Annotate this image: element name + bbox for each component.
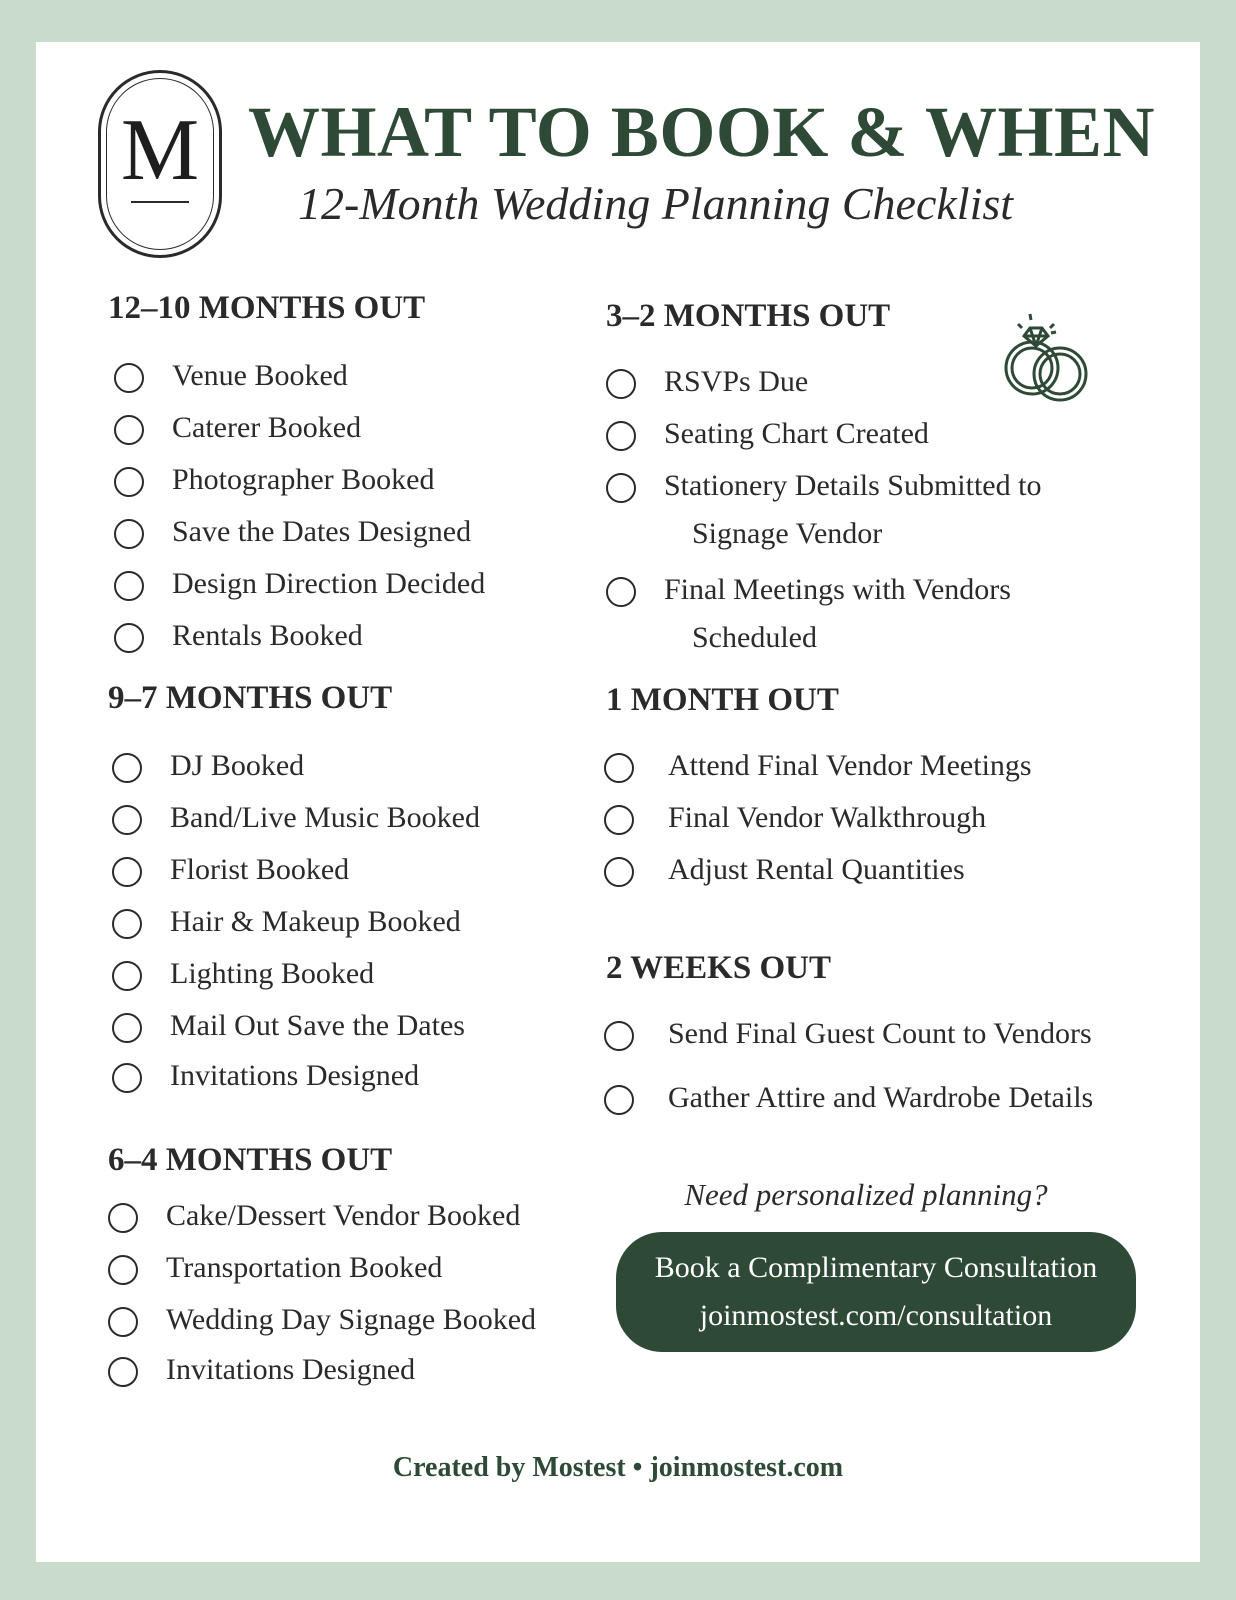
checklist-item[interactable]: Caterer Booked [114, 410, 361, 452]
cta-question: Need personalized planning? [684, 1177, 1048, 1212]
section-title-12-10-months: 12–10 MONTHS OUT [108, 290, 426, 326]
checkbox-circle[interactable] [114, 519, 144, 549]
checkbox-circle[interactable] [604, 753, 634, 783]
checklist-item[interactable]: Final Meetings with Vendors [606, 572, 1011, 614]
checkbox-circle[interactable] [112, 857, 142, 887]
checkbox-circle[interactable] [114, 363, 144, 393]
checkbox-circle[interactable] [112, 1063, 142, 1093]
checkbox-circle[interactable] [604, 1021, 634, 1051]
checkbox-circle[interactable] [112, 805, 142, 835]
section-title-3-2-months: 3–2 MONTHS OUT [606, 298, 891, 334]
checklist-item[interactable]: Attend Final Vendor Meetings [604, 748, 1032, 790]
footer-credit: Created by Mostest • joinmostest.com [392, 1452, 844, 1483]
page-subtitle: 12-Month Wedding Planning Checklist [298, 178, 1014, 229]
checklist-item[interactable]: Stationery Details Submitted to [606, 468, 1041, 510]
checklist-item[interactable]: Send Final Guest Count to Vendors [604, 1016, 1092, 1058]
checkbox-circle[interactable] [606, 421, 636, 451]
checkbox-circle[interactable] [114, 623, 144, 653]
logo-letter: M [120, 102, 200, 199]
checkbox-circle[interactable] [112, 909, 142, 939]
book-consultation-button[interactable] [616, 1232, 1136, 1352]
checklist-item[interactable]: Band/Live Music Booked [112, 800, 480, 842]
checklist-item[interactable]: Design Direction Decided [114, 566, 485, 608]
checkbox-circle[interactable] [114, 467, 144, 497]
checklist-item[interactable]: Lighting Booked [112, 956, 374, 998]
checklist-item[interactable]: Mail Out Save the Dates [112, 1008, 465, 1050]
checkbox-circle[interactable] [606, 577, 636, 607]
checkbox-circle[interactable] [114, 415, 144, 445]
checkbox-circle[interactable] [606, 473, 636, 503]
section-title-1-month: 1 MONTH OUT [606, 682, 839, 718]
checkbox-circle[interactable] [604, 1085, 634, 1115]
checkbox-circle[interactable] [112, 753, 142, 783]
checkbox-circle[interactable] [108, 1357, 138, 1387]
checkbox-circle[interactable] [112, 1013, 142, 1043]
section-title-6-4-months: 6–4 MONTHS OUT [108, 1142, 393, 1178]
checkbox-circle[interactable] [114, 571, 144, 601]
cta-button-url[interactable]: joinmostest.com/consultation [699, 1299, 1053, 1332]
checkbox-circle[interactable] [108, 1255, 138, 1285]
checklist-item[interactable]: RSVPs Due [606, 364, 808, 406]
checkbox-circle[interactable] [108, 1307, 138, 1337]
checklist-item[interactable]: Photographer Booked [114, 462, 434, 504]
checklist-page [36, 42, 1200, 1562]
wedding-rings-icon [996, 304, 1104, 412]
mostest-logo [98, 70, 222, 258]
checklist-item[interactable]: Hair & Makeup Booked [112, 904, 461, 946]
section-title-2-weeks: 2 WEEKS OUT [606, 950, 831, 986]
checklist-item[interactable]: Gather Attire and Wardrobe Details [604, 1080, 1093, 1122]
checklist-item[interactable]: Florist Booked [112, 852, 349, 894]
page-title: WHAT TO BOOK & WHEN [248, 92, 1156, 172]
checklist-item[interactable]: Final Vendor Walkthrough [604, 800, 986, 842]
checkbox-circle[interactable] [604, 805, 634, 835]
section-title-9-7-months: 9–7 MONTHS OUT [108, 680, 393, 716]
checklist-item-continuation: Scheduled [692, 621, 817, 654]
checkbox-circle[interactable] [606, 369, 636, 399]
checklist-item[interactable]: DJ Booked [112, 748, 304, 790]
checklist-item[interactable]: Rentals Booked [114, 618, 363, 660]
checklist-item-continuation: Signage Vendor [692, 517, 883, 550]
checkbox-circle[interactable] [604, 857, 634, 887]
checklist-item[interactable]: Seating Chart Created [606, 416, 929, 458]
checkbox-circle[interactable] [112, 961, 142, 991]
checklist-item[interactable]: Invitations Designed [108, 1352, 415, 1394]
cta-button-label: Book a Complimentary Consultation [654, 1251, 1098, 1284]
checklist-item[interactable]: Venue Booked [114, 358, 348, 400]
checklist-item[interactable]: Invitations Designed [112, 1058, 419, 1100]
checklist-item[interactable]: Save the Dates Designed [114, 514, 471, 556]
checklist-item[interactable]: Wedding Day Signage Booked [108, 1302, 536, 1344]
checklist-item[interactable]: Adjust Rental Quantities [604, 852, 965, 894]
checklist-item[interactable]: Cake/Dessert Vendor Booked [108, 1198, 520, 1240]
checklist-item[interactable]: Transportation Booked [108, 1250, 442, 1292]
checkbox-circle[interactable] [108, 1203, 138, 1233]
